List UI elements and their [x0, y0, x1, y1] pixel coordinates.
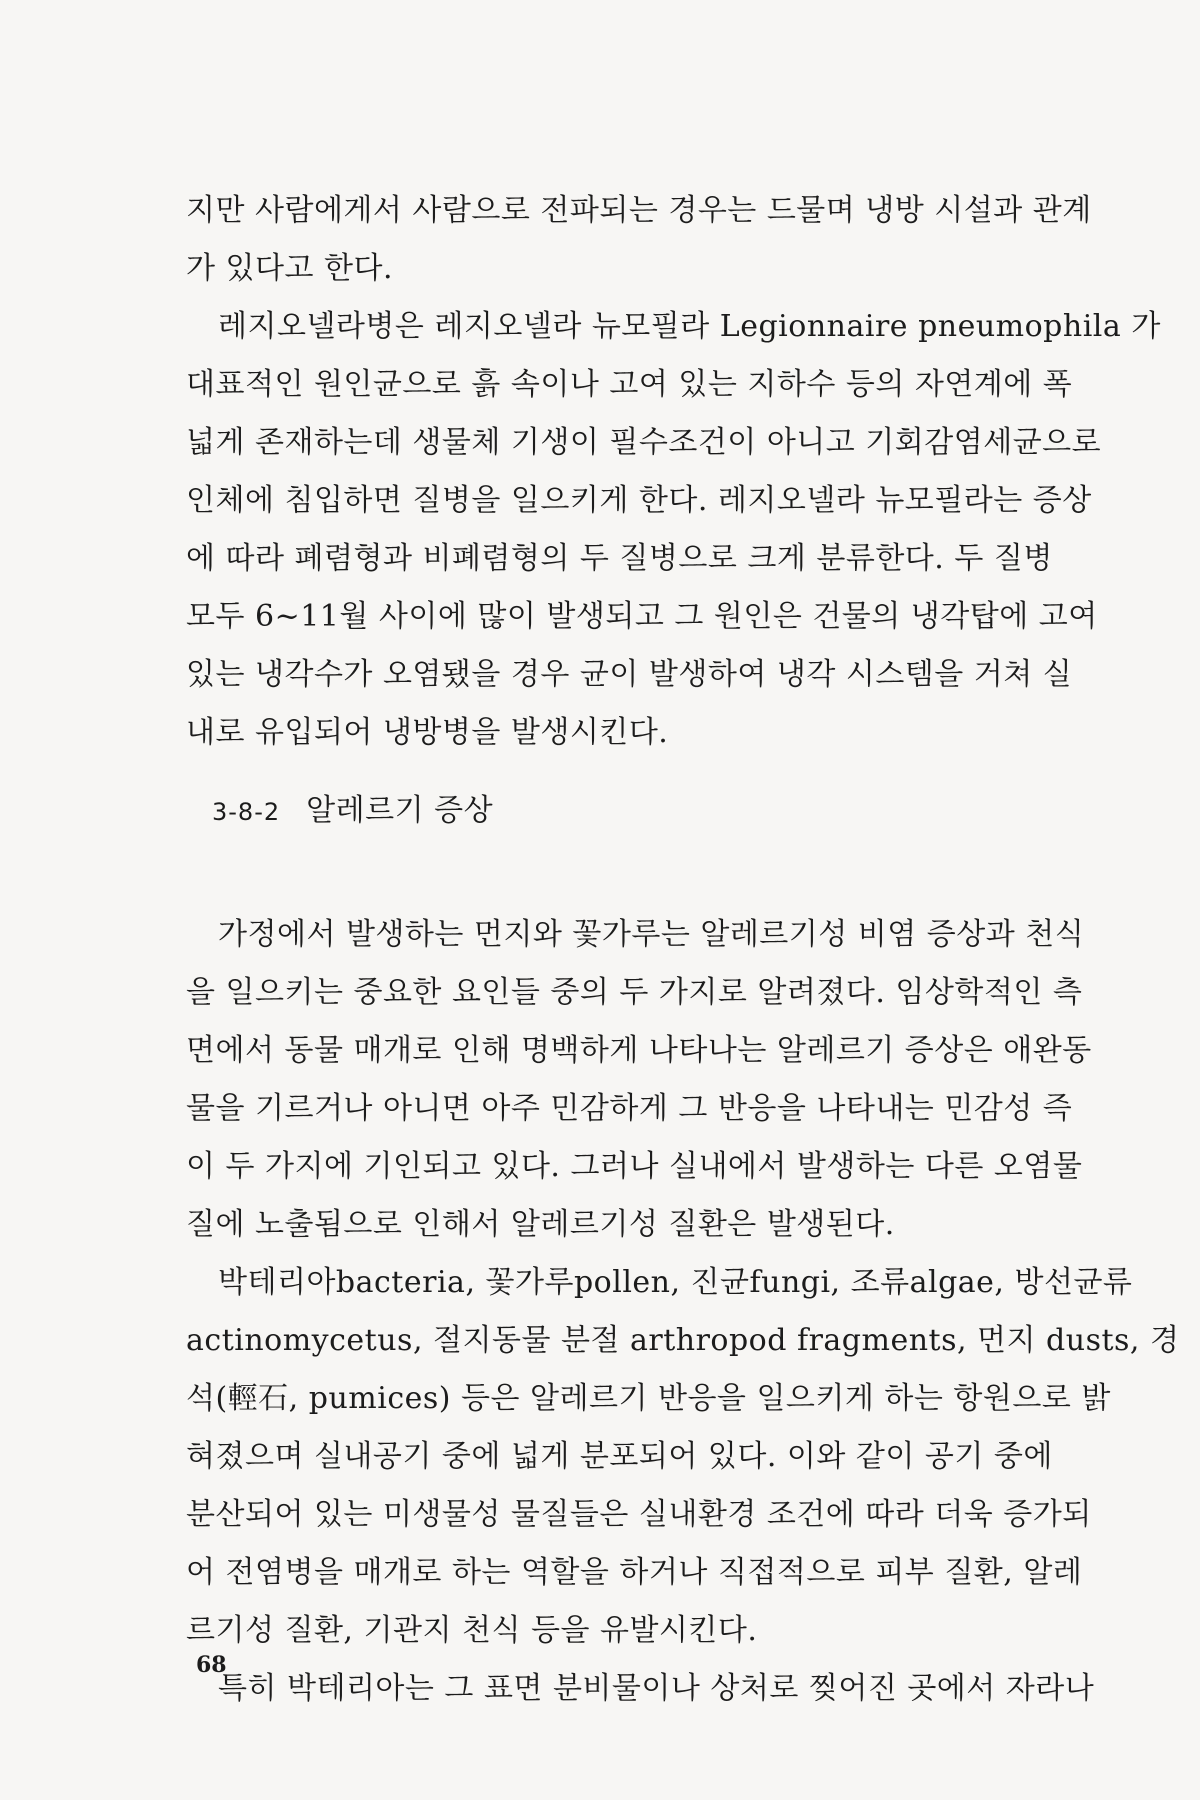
section-number: 3-8-2 — [212, 798, 281, 826]
text-line: 을 일으키는 중요한 요인들 중의 두 가지로 알려졌다. 임상학적인 측 — [186, 975, 1083, 1010]
text-line: 석(輕石, pumices) 등은 알레르기 반응을 일으키게 하는 항원으로 밝 — [186, 1381, 1111, 1416]
text-line: 혀졌으며 실내공기 중에 넓게 분포되어 있다. 이와 같이 공기 중에 — [186, 1439, 1053, 1474]
body-text-top — [186, 182, 1161, 762]
text-line: 면에서 동물 매개로 인해 명백하게 나타나는 알레르기 증상은 애완동 — [186, 1033, 1092, 1068]
text-line: 물을 기르거나 아니면 아주 민감하게 그 반응을 나타내는 민감성 즉 — [186, 1091, 1073, 1126]
text-line: 있는 냉각수가 오염됐을 경우 균이 발생하여 냉각 시스템을 거쳐 실 — [186, 657, 1073, 692]
text-line: 르기성 질환, 기관지 천식 등을 유발시킨다. — [186, 1613, 758, 1648]
text-line: 지만 사람에게서 사람으로 전파되는 경우는 드물며 냉방 시설과 관계 — [186, 193, 1092, 228]
text-line: 넓게 존재하는데 생물체 기생이 필수조건이 아니고 기회감염세균으로 — [186, 425, 1102, 460]
section-heading — [212, 782, 493, 841]
text-line: 특히 박테리아는 그 표면 분비물이나 상처로 찢어진 곳에서 자라나 — [218, 1671, 1095, 1706]
text-line: 내로 유입되어 냉방병을 발생시킨다. — [186, 715, 669, 750]
text-line: 레지오넬라병은 레지오넬라 뉴모필라 Legionnaire pneumophila 가 — [218, 309, 1161, 344]
text-line: 에 따라 폐렴형과 비폐렴형의 두 질병으로 크게 분류한다. 두 질병 — [186, 541, 1053, 576]
text-line: 가정에서 발생하는 먼지와 꽃가루는 알레르기성 비염 증상과 천식 — [218, 917, 1085, 952]
text-line: 분산되어 있는 미생물성 물질들은 실내환경 조건에 따라 더욱 증가되 — [186, 1497, 1092, 1532]
body-text-bottom — [186, 906, 1180, 1718]
text-line: 박테리아bacteria, 꽃가루pollen, 진균fungi, 조류algae, 방선균류 — [218, 1265, 1133, 1300]
text-line: 대표적인 원인균으로 흙 속이나 고여 있는 지하수 등의 자연계에 폭 — [186, 367, 1073, 402]
text-line: 가 있다고 한다. — [186, 251, 393, 286]
text-line: 이 두 가지에 기인되고 있다. 그러나 실내에서 발생하는 다른 오염물 — [186, 1149, 1083, 1184]
text-line: 모두 6~11월 사이에 많이 발생되고 그 원인은 건물의 냉각탑에 고여 — [186, 599, 1098, 634]
text-line: actinomycetus, 절지동물 분절 arthropod fragments, 먼지 dusts, 경 — [186, 1323, 1180, 1358]
page-number: 68 — [196, 1652, 227, 1678]
section-title: 알레르기 증상 — [306, 793, 494, 828]
text-line: 인체에 침입하면 질병을 일으키게 한다. 레지오넬라 뉴모필라는 증상 — [186, 483, 1092, 518]
text-line: 질에 노출됨으로 인해서 알레르기성 질환은 발생된다. — [186, 1207, 895, 1242]
text-line: 어 전염병을 매개로 하는 역할을 하거나 직접적으로 피부 질환, 알레 — [186, 1555, 1083, 1590]
